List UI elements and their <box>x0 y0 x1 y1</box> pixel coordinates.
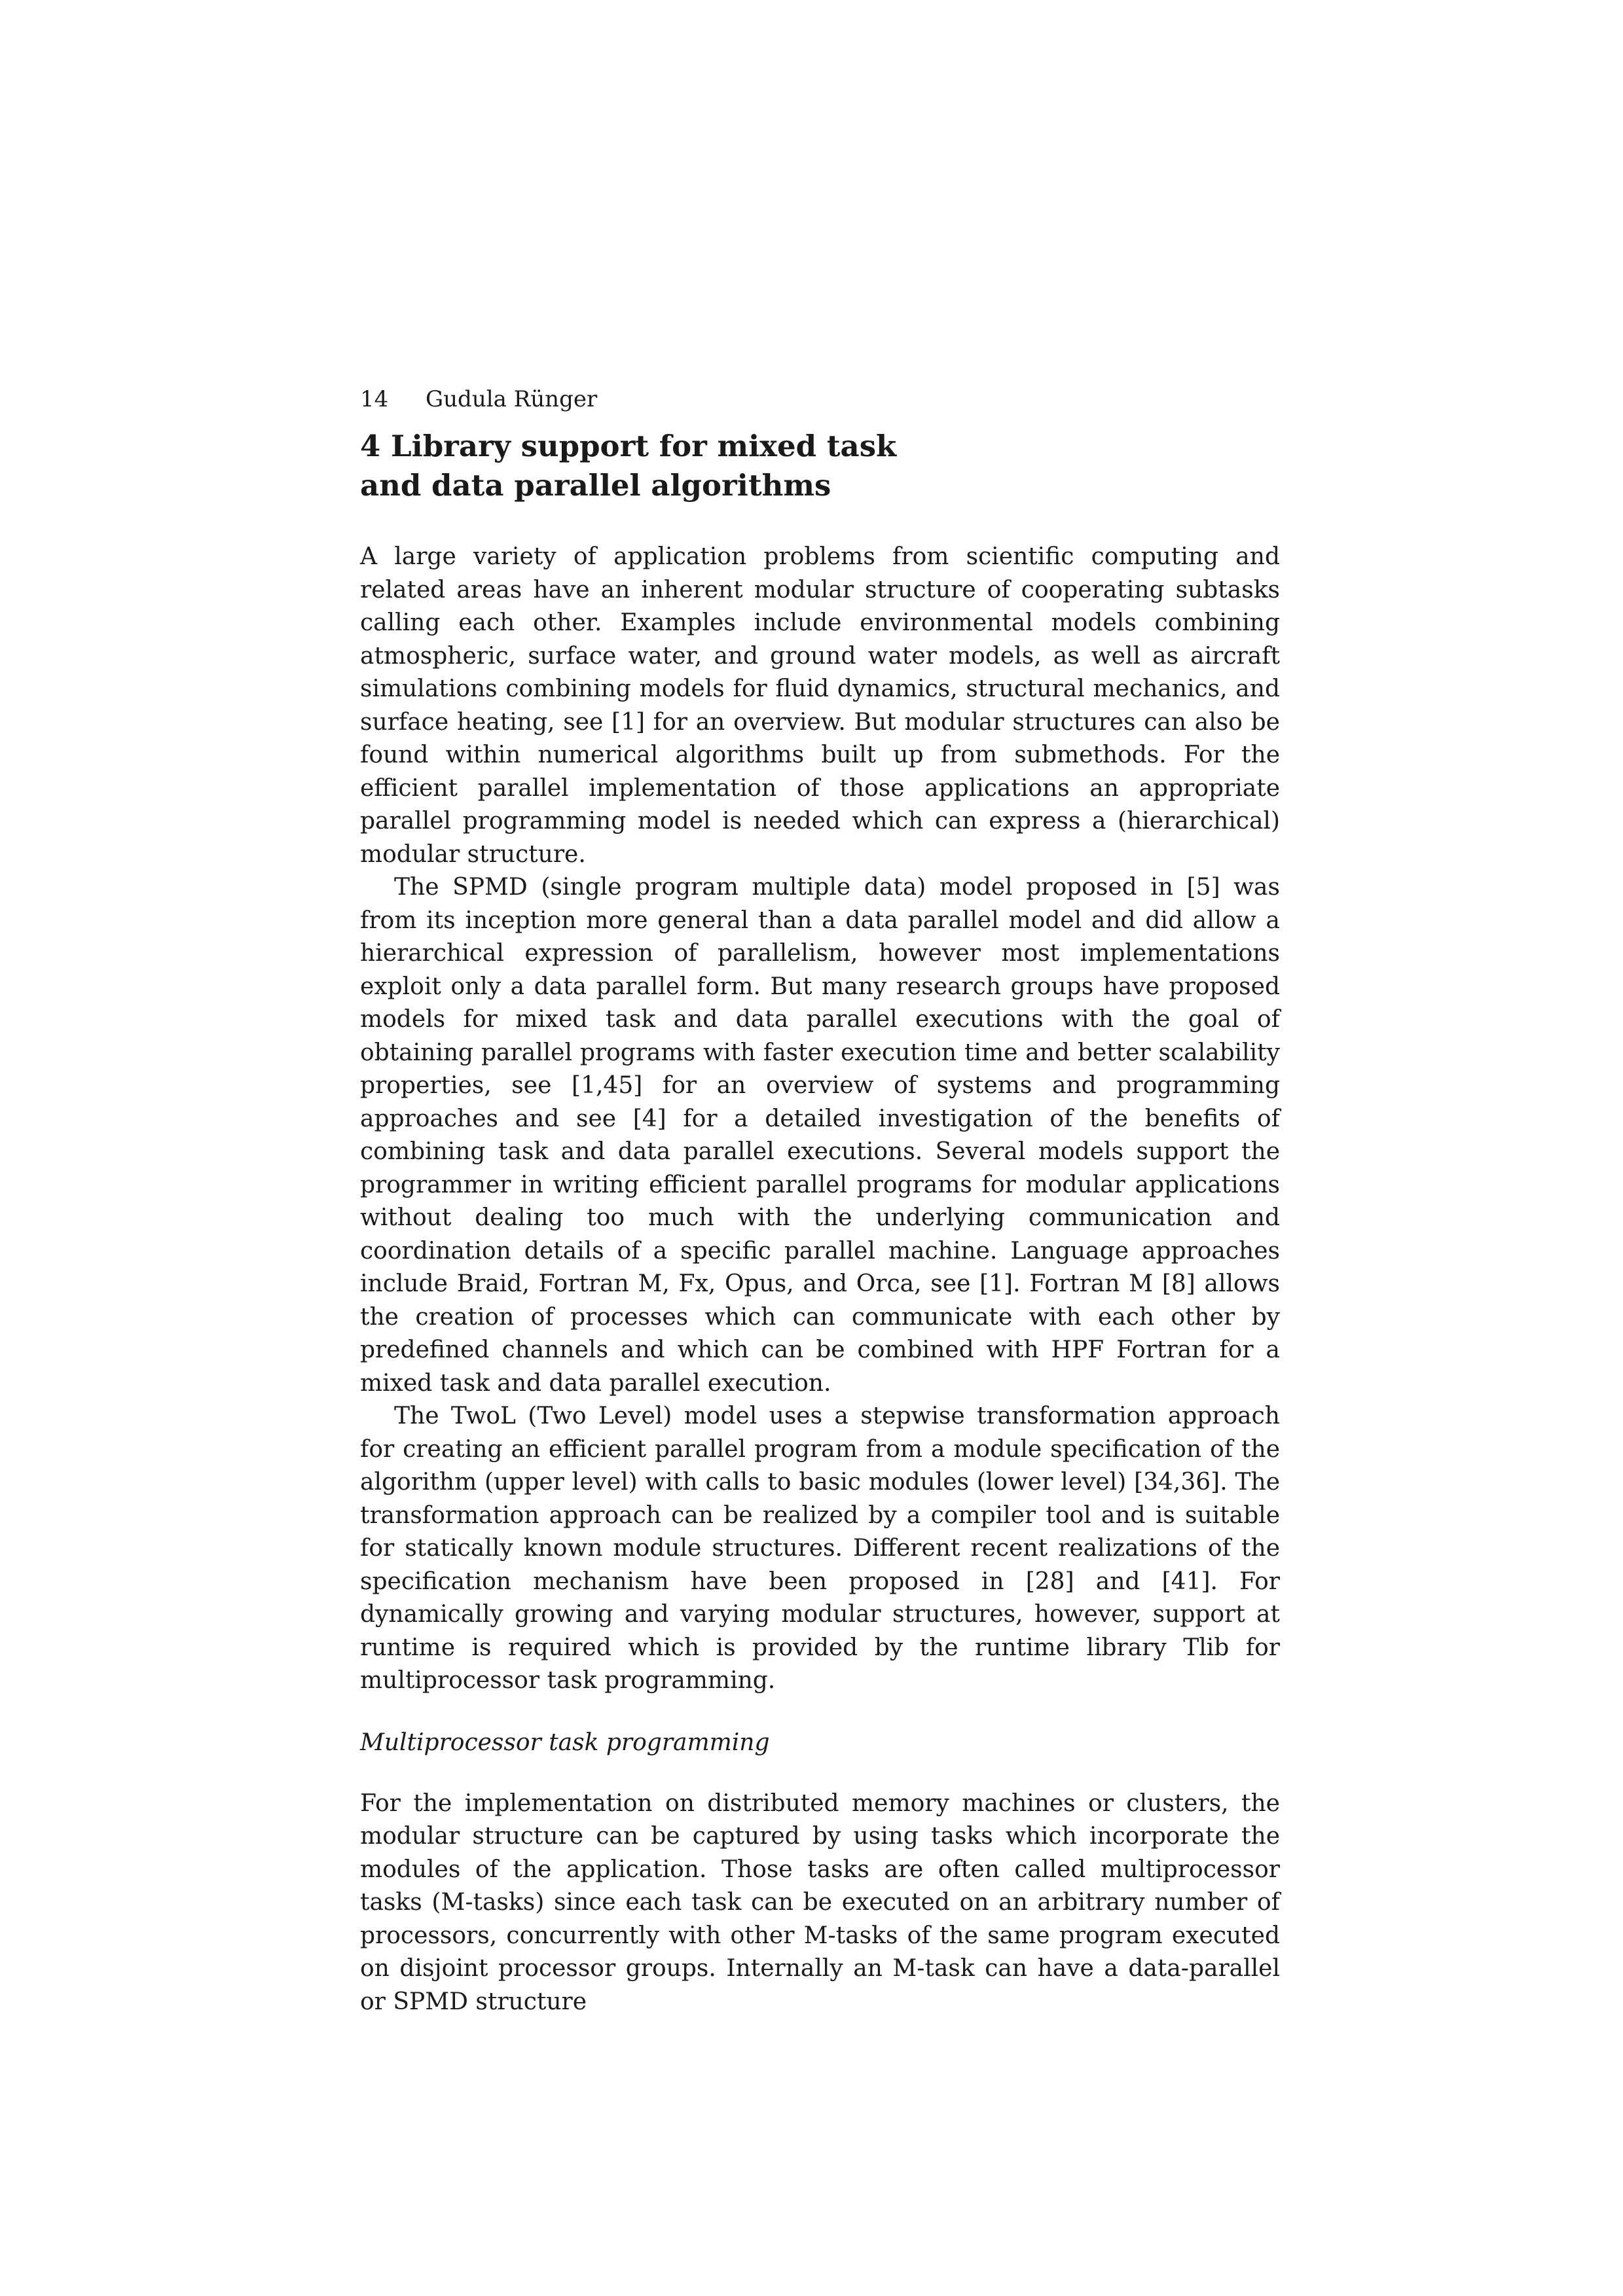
author-name: Gudula Rünger <box>426 386 598 412</box>
section-title-line-1: 4 Library support for mixed task <box>360 429 897 463</box>
paragraph-1: A large variety of application problems from scientific computing and related areas have an inherent modular structure of cooperating subtasks calling each other. Examples include environmental models combining atmospheric, surface water, and ground water models, as well as aircraft simulations combining models for fluid dynamics, structural mechanics, and surface heating, see [1] for an overview. But modular structures can also be found within numerical algorithms built up from submethods. For the efficient parallel implementation of those applications an appropriate parallel programming model is needed which can express a (hierarchical) modular structure. <box>360 543 1280 868</box>
subsection-title: Multiprocessor task programming <box>360 1729 770 1756</box>
paragraph-3: The TwoL (Two Level) model uses a stepwise transformation approach for creating an efficient parallel program from a module specification of the algorithm (upper level) with calls to basic modules (lower level) [34,36]. The transformation approach can be realized by a compiler tool and is suitable for statically known module structures. Different recent realizations of the specification mechanism have been proposed in [28] and [41]. For dynamically growing and varying modular structures, however, support at runtime is required which is provided by the runtime library Tlib for multiprocessor task programming. <box>360 1403 1280 1694</box>
section-title <box>360 427 1280 505</box>
section-title-line-2: and data parallel algorithms <box>360 468 831 503</box>
page-content <box>360 385 1280 2018</box>
paragraph-2: The SPMD (single program multiple data) model proposed in [5] was from its inception more general than a data parallel model and did allow a hierarchical expression of parallelism, however most implementations exploit only a data parallel form. But many research groups have proposed models for mixed task and data parallel executions with the goal of obtaining parallel programs with faster execution time and better scalability properties, see [1,45] for an overview of systems and programming approaches and see [4] for a detailed investigation of the benefits of combining task and data parallel executions. Several models support the programmer in writing efficient parallel programs for modular applications without dealing too much with the underlying communication and coordination details of a specific parallel machine. Language approaches include Braid, Fortran M, Fx, Opus, and Orca, see [1]. Fortran M [8] allows the creation of processes which can communicate with each other by predefined channels and which can be combined with HPF Fortran for a mixed task and data parallel execution. <box>360 874 1280 1397</box>
section-body <box>360 541 1280 2018</box>
paragraph-4: For the implementation on distributed memory machines or clusters, the modular structure can be captured by using tasks which incorporate the modules of the application. Those tasks are often called multiprocessor tasks (M-tasks) since each task can be executed on an arbitrary number of processors, concurrently with other M-tasks of the same program executed on disjoint processor groups. Internally an M-task can have a data-parallel or SPMD structure <box>360 1789 1280 2015</box>
page-number: 14 <box>360 386 389 412</box>
running-head <box>360 385 1280 414</box>
